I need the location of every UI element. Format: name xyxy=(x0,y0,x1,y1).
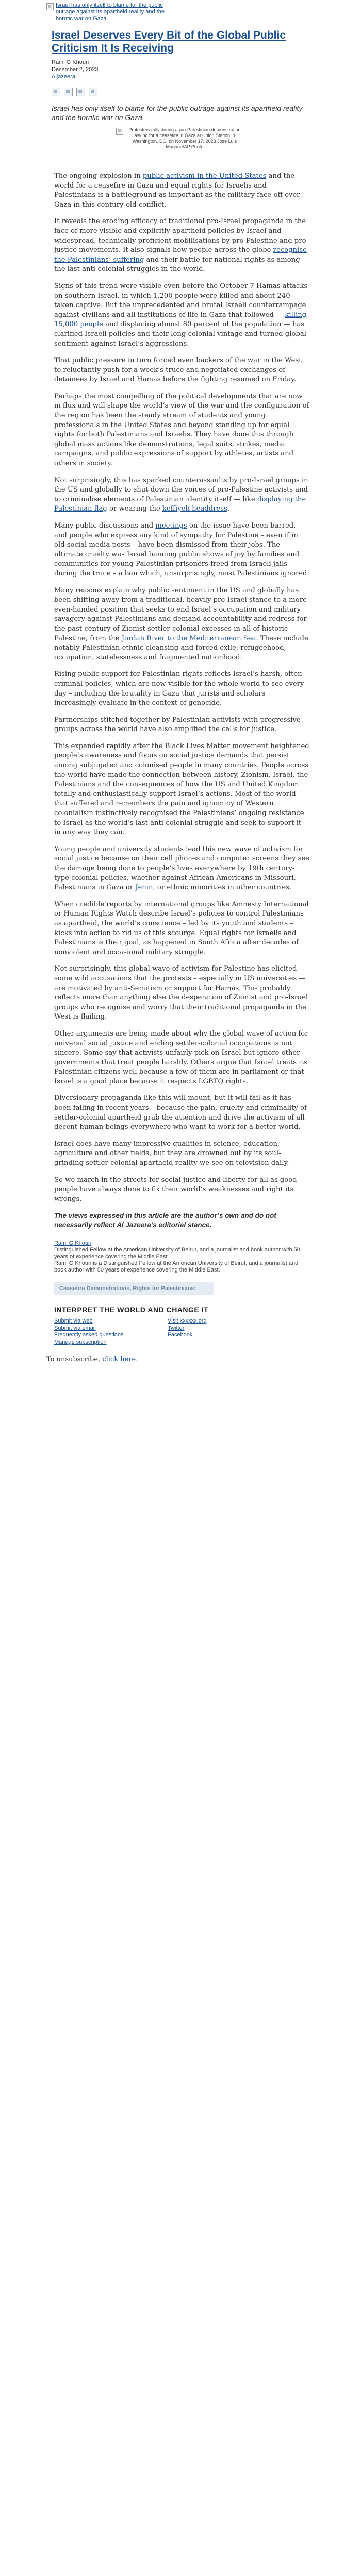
author-bio xyxy=(54,1240,309,1274)
paragraph-text: and displacing almost 80 percent of the population — has clarified Israeli policies and their long colonial vintage and turned global sentiment against Israel’s aggressions. xyxy=(54,320,306,348)
inline-link[interactable]: killing 15,000 people xyxy=(54,311,307,329)
inline-link[interactable]: keffiyeh headdress xyxy=(162,505,227,513)
footer-link-twitter[interactable]: Twitter xyxy=(168,1325,185,1331)
paragraph-text: Other arguments are being made about why the global wave of action for universal social justice and ending settler-colonial occupations is not sincere. Some say that activists unfairly pick on Israel but ignore other governments that treat people harshly. Others argue that Israel treats its Palestinian citizens well because a few of them are in parliament or that Israel is a good place because it respects LGBTQ rights. xyxy=(54,1029,308,1086)
bio-line-2: Rami G Khouri is a Distinguished Fellow at the American University of Beirut, and a journalist and book author with 50 years of experience covering the Middle East. xyxy=(54,1260,299,1274)
article-paragraph xyxy=(54,964,309,1022)
paragraph-text: Many reasons explain why public sentiment in the US and globally has been shifting away from a traditional, heavily pro-Israel stance to a more even-handed position that seeks to end Israel’s occupation and military savagery against Palestinians and demand accountability and redress for the past century of Zionist settler-colonial excesses in all of historic Palestine, from the xyxy=(54,586,307,642)
footer-link-website[interactable]: Visit xxxxxx.org xyxy=(168,1318,207,1325)
inline-link[interactable]: public activism in the United States xyxy=(142,172,267,180)
footer-link-submit-web[interactable]: Submit via web xyxy=(54,1318,93,1325)
share-email-icon[interactable] xyxy=(76,88,85,96)
source-link[interactable]: Aljazeera xyxy=(52,74,75,80)
article-body xyxy=(52,172,309,1204)
article-paragraph xyxy=(54,586,309,663)
article-subtitle: Israel has only itself to blame for the public outrage against its apartheid reality and the horrific war on Gaza. xyxy=(52,104,303,122)
broken-image-icon xyxy=(116,128,123,135)
article-paragraph xyxy=(54,1094,309,1132)
header-image-alt-text[interactable]: Israel has only itself to blame for the public outrage against its apartheid reality and the horrific war on Gaza xyxy=(56,2,165,22)
email-container xyxy=(46,0,315,1364)
article-paragraph xyxy=(54,742,309,838)
article-paragraph xyxy=(54,900,309,958)
article-paragraph xyxy=(54,476,309,514)
paragraph-text: Partnerships stitched together by Palestinian activists with progressive groups across the world have also amplified the calls for justice. xyxy=(54,716,301,734)
bio-author-link[interactable]: Rami G Khouri xyxy=(54,1240,92,1247)
footer-link-submit-email[interactable]: Submit via email xyxy=(54,1325,96,1331)
share-facebook-icon[interactable] xyxy=(52,88,60,96)
share-buttons xyxy=(52,88,309,96)
article-meta xyxy=(52,59,309,80)
article-paragraph xyxy=(54,282,309,349)
paragraph-text: The ongoing explosion in xyxy=(54,172,143,180)
article-paragraph xyxy=(54,845,309,893)
paragraph-text: Israel does have many impressive qualities in science, education, agriculture and other fields, but they are drowned out by its soul-grinding settler-colonial apartheid reality we see on television daily. xyxy=(54,1140,289,1167)
related-topics-tag[interactable]: Ceasefire Demonstrations, Rights for Palestinians: xyxy=(54,1282,214,1295)
article-paragraph xyxy=(54,356,309,385)
footer-links xyxy=(54,1318,309,1346)
unsubscribe-text: To unsubscribe, xyxy=(46,1355,101,1364)
inline-link[interactable]: recognise the Palestinians’ suffering xyxy=(54,246,307,264)
paragraph-text: . These include notably Palestinian ethnic cleansing and forced exile, refugeehood, occupation, statelessness and fragmented nationhood. xyxy=(54,634,308,662)
article-paragraph xyxy=(54,716,309,735)
footer-link-manage-subscription[interactable]: Manage subscription xyxy=(54,1338,107,1345)
paragraph-text: on the issue have been barred, and people who express any kind of sympathy for Palestine – even if in old social media posts – have been dismissed from their jobs. The ultimate cruelty was Israel banning public shows of joy by families and communities for young Palestinian prisoners freed from Israeli jails during the truce – a ban which, unsurprisingly, most Palestinians ignored. xyxy=(54,522,309,578)
article-paragraph xyxy=(54,1140,309,1168)
paragraph-text: Not surprisingly, this global wave of activism for Palestine has elicited some wild accusations that the protests – especially in US universities — are motivated by anti-Semitism or support for Hamas. This probably reflects more than anything else the desperation of Zionist and pro-Israel groups who recognise and worry that their traditional propaganda in the West is flailing. xyxy=(54,965,308,1021)
paragraph-text: . xyxy=(227,505,230,513)
photo-caption: Protesters rally during a pro-Palestinian demonstration asking for a ceasefire in Gaza at Union Station in Washington, DC, on November 17, 2023 Jose Luis Magana/AP Photo xyxy=(128,127,241,149)
header-image[interactable] xyxy=(46,0,315,28)
article-title[interactable]: Israel Deserves Every Bit of the Global Public Criticism It Is Receiving xyxy=(52,29,286,54)
paragraph-text: Perhaps the most compelling of the political developments that are now in flux and will shape the world’s view of the war and the configuration of the region has been the steady stream of students and young professionals in the United States and beyond standing up for equal rights for both Palestinians and Israelis. They have done this through global mass actions like demonstrations, legal suits, strikes, media campaigns, and public expressions of support by athletes, artists and others in society. xyxy=(54,392,309,468)
share-twitter-icon[interactable] xyxy=(64,88,73,96)
inline-link[interactable]: Jenin xyxy=(135,884,153,892)
footer-link-facebook[interactable]: Facebook xyxy=(168,1332,193,1338)
paragraph-text: and the world for a ceasefire in Gaza and equal rights for Israelis and Palestinians is a battleground as important as the military face-off over Gaza in this century-old conflict. xyxy=(54,172,300,209)
article-paragraph xyxy=(54,1029,309,1087)
inline-link[interactable]: meetings xyxy=(155,522,187,530)
unsubscribe-link[interactable]: click here. xyxy=(102,1355,138,1364)
paragraph-text: Young people and university students lead this new wave of activism for social justice because on their cell phones and computer screens they see the damage being done to people’s lives everywhere by 19th century-type colonial policies, whether against African Americans in Missouri, Palestinians in Gaza or xyxy=(54,845,309,892)
article-paragraph xyxy=(54,521,309,579)
paragraph-text: Rising public support for Palestinian rights reflects Israel’s harsh, often criminal policies, which are now visible for the whole world to see every day – including the brutality in Gaza that jurists and scholars increasingly evaluate in the context of genocide. xyxy=(54,670,304,707)
footer-left-column xyxy=(54,1318,168,1346)
unsubscribe-line xyxy=(46,1355,315,1364)
publish-date: December 2, 2023 xyxy=(52,66,99,73)
paragraph-text: When credible reports by international groups like Amnesty International or Human Rights Watch describe Israel’s policies to control Palestinians as apartheid, the world’s conscience – led by its youth and students – kicks into action to rid us of this scourge. Equal rights for Israelis and Palestinians is their goal, as happened in South Africa after decades of nonviolent and occasional military struggle. xyxy=(54,900,309,956)
paragraph-text: Not surprisingly, this has sparked counterassaults by pro-Israel groups in the US and globally to shut down the voices of pro-Palestine activists and to criminalise elements of Palestinian identity itself — like xyxy=(54,476,308,503)
paragraph-text: So we march in the streets for social justice and liberty for all as good people have always done to fix their world’s weaknesses and right its wrongs. xyxy=(54,1176,297,1203)
paragraph-text: Signs of this trend were visible even before the October 7 Hamas attacks on southern Israel, in which 1,200 people were killed and about 240 taken captive. But the unprecedented and brutal Israeli counterrampage against civilians and all institutions of life in Gaza that followed — xyxy=(54,282,308,319)
footer-heading: INTERPRET THE WORLD AND CHANGE IT xyxy=(54,1306,209,1314)
paragraph-text: Diversionary propaganda like this will mount, but it will fail as it has been failing in recent years – because the pain, cruelty and criminality of settler-colonial apartheid grab the attention and drive the activism of all decent human beings everywhere who want to work for a better world. xyxy=(54,1094,307,1131)
article-paragraph xyxy=(54,172,309,210)
editorial-disclaimer: The views expressed in this article are the author’s own and do not necessarily reflect Al Jazeera’s editorial stance. xyxy=(54,1212,276,1229)
paragraph-text: That public pressure in turn forced even backers of the war in the West to reluctantly push for a week’s truce and negotiated exchanges of detainees by Israel and Hamas before the fighting resumed on Friday. xyxy=(54,357,302,384)
inline-link[interactable]: Jordan River to the Mediterranean Sea xyxy=(121,634,256,642)
article-paragraph xyxy=(54,670,309,708)
paragraph-text: Many public discussions and xyxy=(54,522,156,530)
paragraph-text: and their battle for national rights as among the last anti-colonial struggles in the world. xyxy=(54,256,300,274)
inline-link[interactable]: displaying the Palestinian flag xyxy=(54,495,306,513)
broken-image-icon xyxy=(46,3,54,10)
paragraph-text: This expanded rapidly after the Black Lives Matter movement heightened people’s awareness and focus on social justice demands that persist among subjugated and colonised people in many countries. People across the world have made the connection between history, Zionism, Israel, the Palestinians and the consequences of how the US and United Kingdom totally and enthusiastically support Israel’s actions. Most of the world that suffered and remembers the pain and ignominy of Western colonialism instinctively recognised the Palestinians’ ongoing resistance to Israel as the world’s last anti-colonial struggle and seek to support it in any way they can. xyxy=(54,742,309,837)
article-paragraph xyxy=(54,1176,309,1205)
author-name: Rami G Khouri xyxy=(52,59,89,65)
article-paragraph xyxy=(54,392,309,469)
related-topics-label: Ceasefire Demonstrations, Rights for Palestinians xyxy=(59,1285,194,1292)
footer-link-faq[interactable]: Frequently asked questions xyxy=(54,1332,124,1338)
share-reddit-icon[interactable] xyxy=(89,88,97,96)
article-paragraph xyxy=(54,217,309,275)
article-card xyxy=(52,29,309,1346)
footer-right-column xyxy=(168,1318,281,1346)
paragraph-text: It reveals the eroding efficacy of traditional pro-Israel propaganda in the face of more visible and explicitly apartheid policies by Israel and widespread, technically proficient mobilisations by pro-Palestine and pro-justice movements. It also signals how people across the globe xyxy=(54,217,309,255)
paragraph-text: , or ethnic minorities in other countries. xyxy=(153,884,292,892)
bio-line-1: Distinguished Fellow at the American University of Beirut, and a journalist and book author with 50 years of experience covering the Middle East. xyxy=(54,1247,300,1260)
paragraph-text: or wearing the xyxy=(107,505,162,513)
article-photo xyxy=(116,127,245,150)
